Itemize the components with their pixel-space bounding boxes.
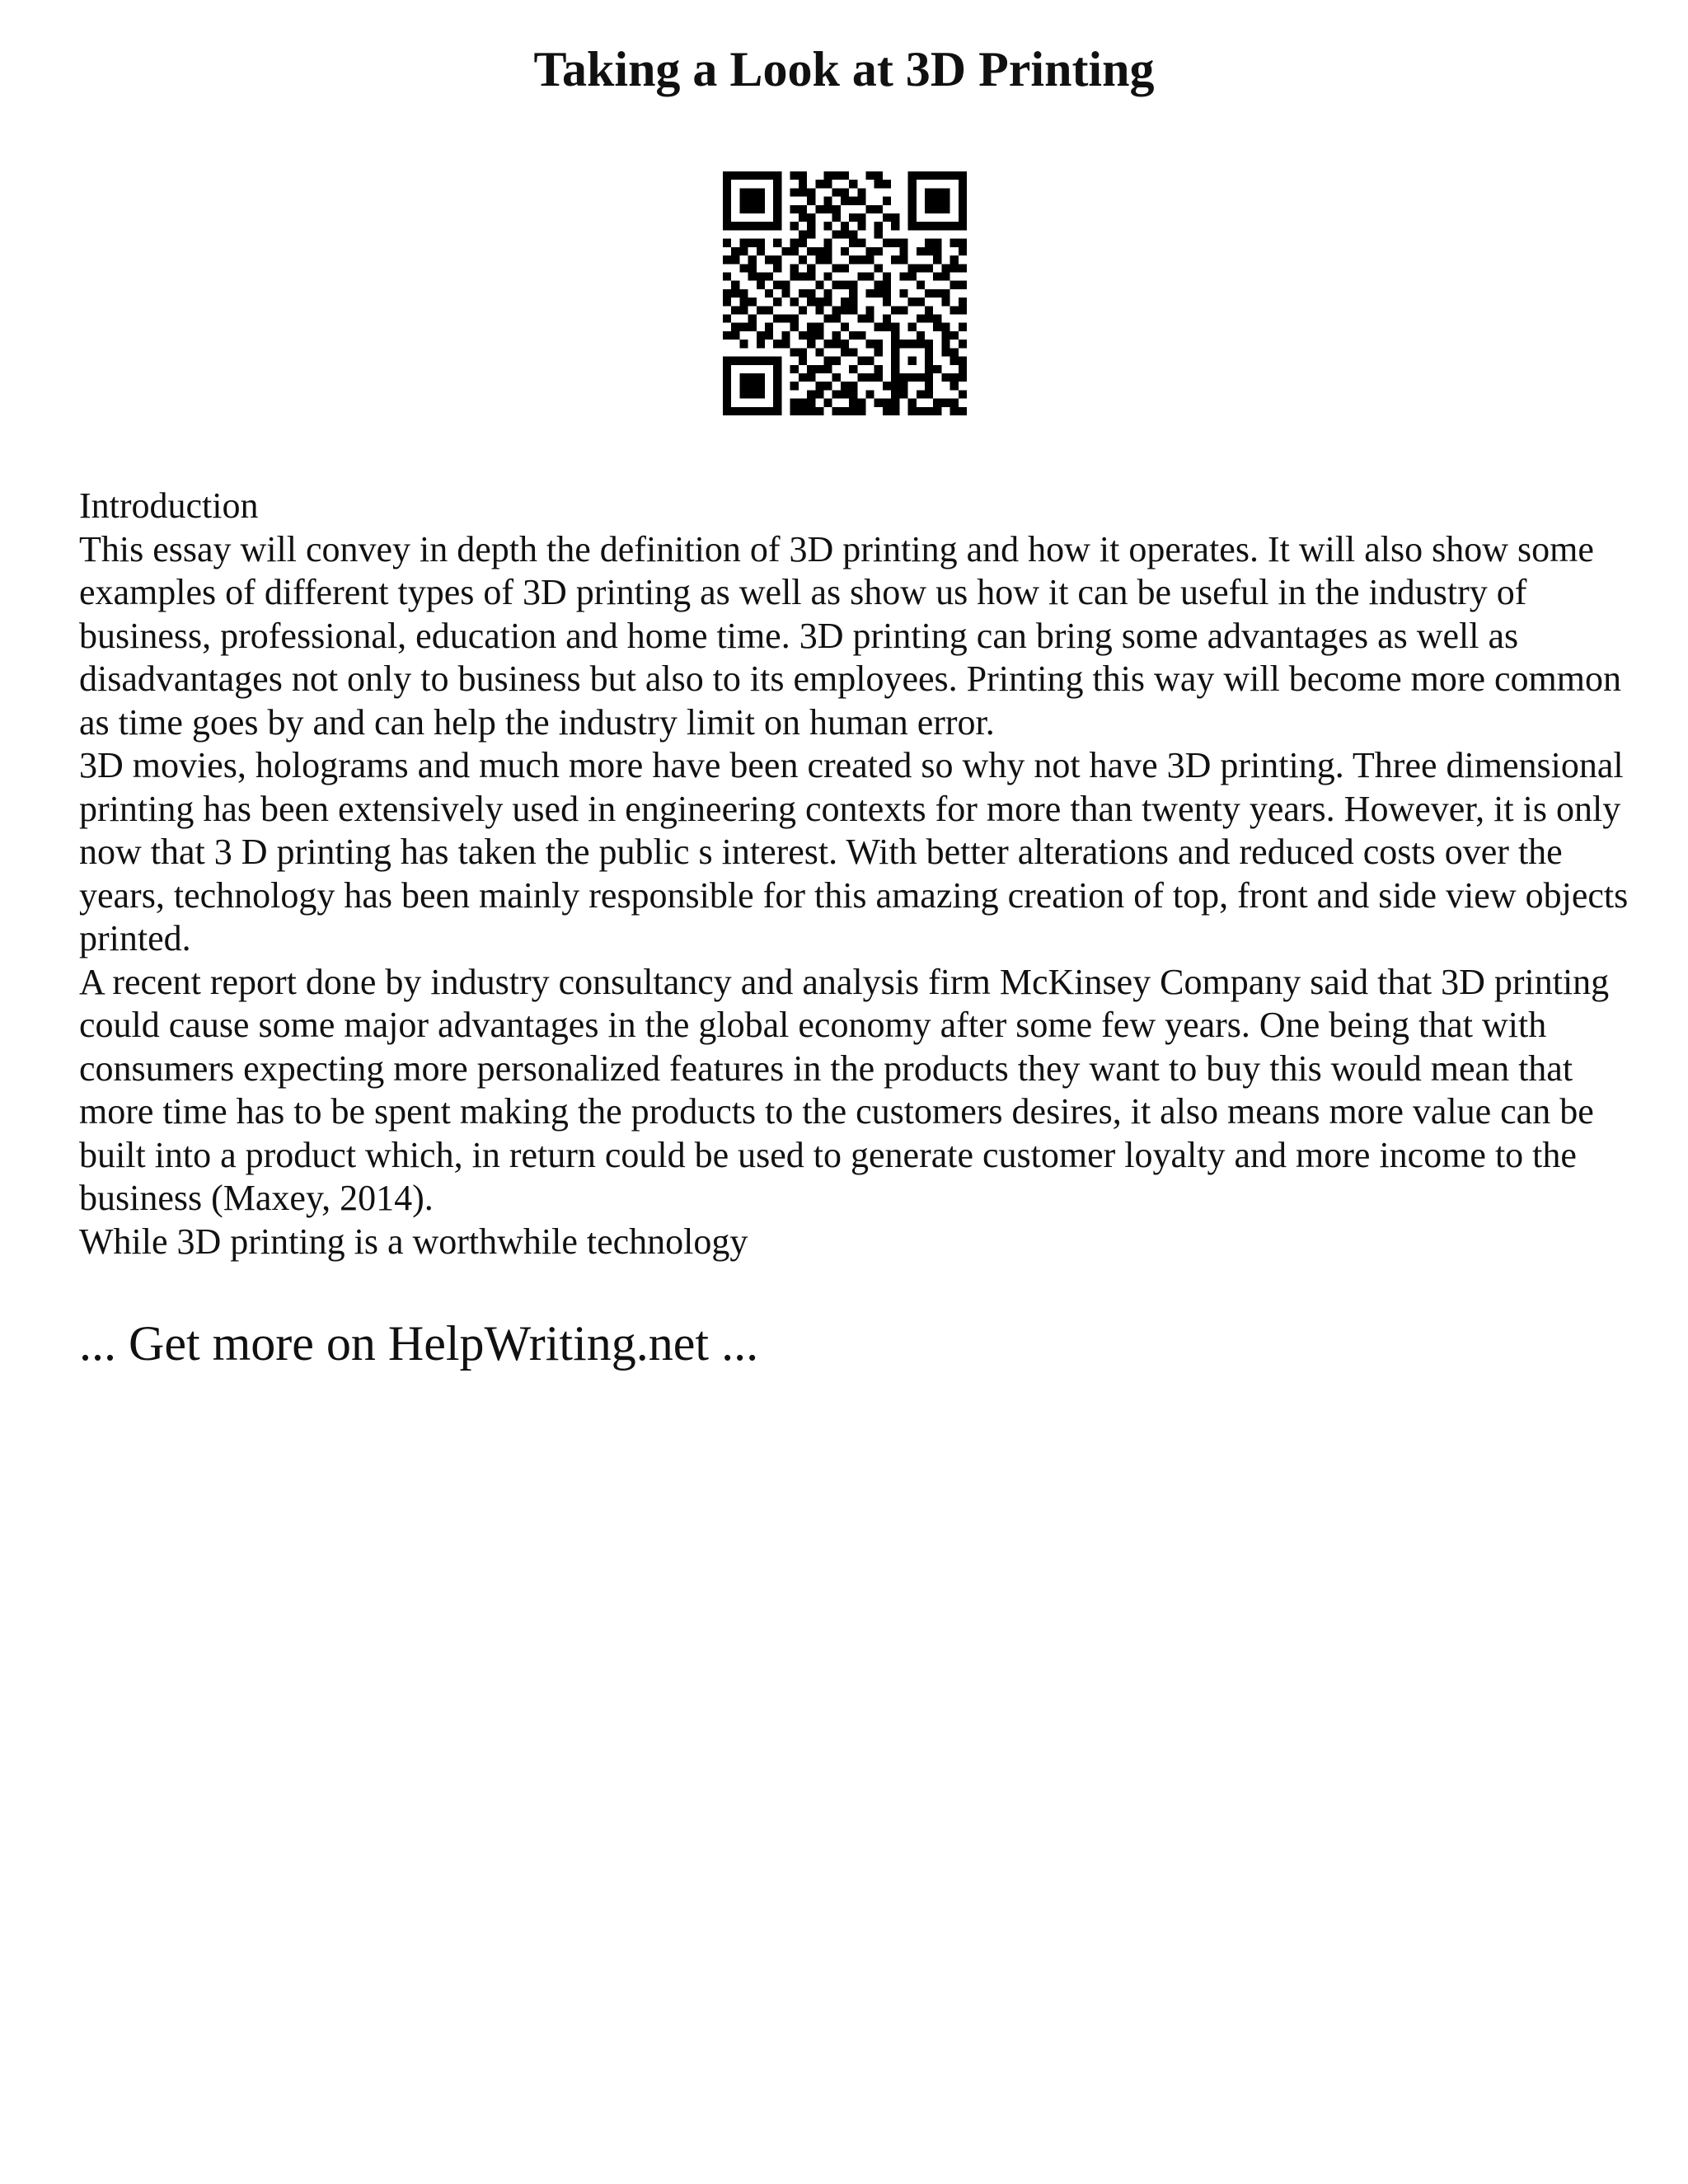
- paragraph: This essay will convey in depth the definition of 3D printing and how it operates. It will also show some examples of different types of 3D printing as well as show us how it can be useful in the industry of business, professional, education and home time. 3D printing can bring some advantages as well as disadvantages not only to business but also to its employees. Printing this way will become more common as time goes by and can help the industry limit on human error.: [79, 528, 1621, 743]
- paragraph: While 3D printing is a worthwhile technology: [79, 1221, 748, 1262]
- document-title: Taking a Look at 3D Printing: [533, 42, 1155, 96]
- get-more-link[interactable]: ... Get more on HelpWriting.net ...: [79, 1316, 759, 1371]
- qr-code-icon: [723, 171, 967, 415]
- section-heading-introduction: Introduction: [79, 485, 259, 526]
- paragraph: A recent report done by industry consultancy and analysis firm McKinsey Company said that 3D printing could cause some major advantages in the global economy after some few years. One being that with consumers expecting more personalized features in the products they want to buy this would mean that more time has to be spent making the products to the customers desires, it also means more value can be built into a product which, in return could be used to generate customer loyalty and more income to the business (Maxey, 2014).: [79, 961, 1610, 1218]
- essay-body: [79, 485, 1629, 1263]
- paragraph: 3D movies, holograms and much more have been created so why not have 3D printing. Three dimensional printing has been extensively used in engineering contexts for more than twenty years. However, it is only now that 3 D printing has taken the public s interest. With better alterations and reduced costs over the years, technology has been mainly responsible for this amazing creation of top, front and side view objects printed.: [79, 745, 1629, 958]
